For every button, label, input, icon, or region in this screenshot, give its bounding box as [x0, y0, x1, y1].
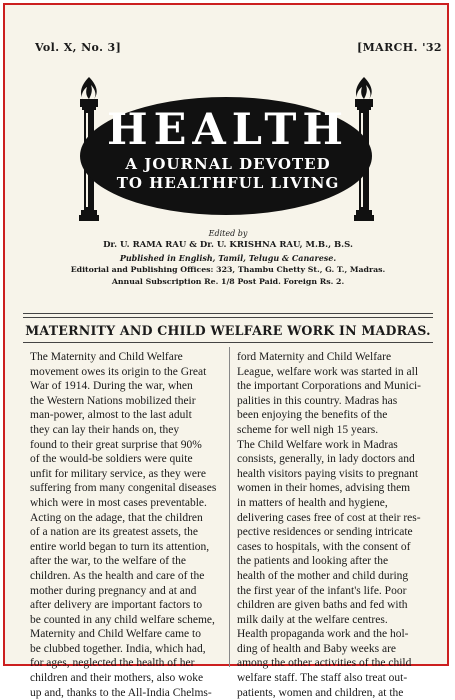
editors: Dr. U. RAMA RAU & Dr. U. KRISHNA RAU, M.B., B.S.: [103, 240, 353, 250]
subscription-info: Annual Subscription Re. 1/8 Post Paid. Foreign Rs. 2.: [111, 277, 345, 286]
article-line: movement owes its origin to the Great: [30, 365, 207, 378]
article-line: palities in this country. Madras has: [237, 394, 398, 407]
volume-number: Vol. X, No. 3]: [35, 41, 122, 54]
masthead: [5, 5, 451, 225]
article-line: ford Maternity and Child Welfare: [237, 351, 392, 363]
article-line: patients, women and children, at the: [237, 686, 404, 699]
article-line: man-power, almost to the last adult: [30, 409, 192, 422]
article-line: milk daily at the welfare centres.: [237, 613, 388, 626]
article-line: children and their mothers, also woke: [30, 672, 204, 685]
article-line: they can lay their hands on, they: [30, 423, 180, 436]
divider: [23, 342, 433, 343]
edited-by-label: Edited by: [208, 229, 248, 238]
article-line: scheme for well nigh 15 years.: [237, 423, 379, 436]
article-line: of the would-be soldiers were quite: [30, 453, 193, 466]
article-line: among the other activities of the child: [237, 657, 412, 670]
office-address: Editorial and Publishing Offices: 323, Thambu Chetty St., G. T., Madras.: [70, 265, 386, 274]
article-line: Maternity and Child Welfare came to: [30, 628, 201, 641]
article-line: welfare staff. The staff also treat out-: [237, 672, 408, 685]
journal-title: HEALTH: [106, 105, 350, 155]
article-line: the patients and looking after the: [237, 555, 389, 568]
article-line: been enjoying the benefits of the: [237, 409, 388, 422]
article-line: the Western Nations mobilized their: [30, 394, 196, 407]
divider: [23, 317, 433, 318]
article-line: The Child Welfare work in Madras: [237, 438, 398, 451]
column-divider: [229, 347, 230, 667]
article-line: health of the mother and child during: [237, 569, 409, 582]
article-line: found to their great surprise that 90%: [30, 438, 202, 451]
article-line: suffering from many congenital diseases: [30, 482, 217, 495]
article-line: entire world began to turn its attention,: [30, 540, 210, 553]
article-line: Health propaganda work and the hol-: [237, 628, 409, 641]
article-line: the first year of the infant's life. Poor: [237, 584, 407, 597]
page-frame: [3, 3, 449, 699]
article-line: which were in most cases preventable.: [30, 496, 207, 509]
article-line: for ages, neglected the health of her: [30, 657, 195, 670]
article-line: delivering cases free of cost at their res-: [237, 511, 421, 524]
languages-note: Published in English, Tamil, Telugu & Canarese.: [119, 253, 337, 263]
article-line: after delivery are important factors to: [30, 599, 203, 612]
article-headline: MATERNITY AND CHILD WELFARE WORK IN MADRAS.: [25, 323, 431, 338]
journal-subtitle: A JOURNAL DEVOTED: [125, 155, 331, 173]
article-line: cases to hospitals, with the consent of: [237, 540, 411, 553]
journal-subtitle: TO HEALTHFUL LIVING: [116, 174, 340, 192]
article-column-left: [30, 350, 222, 700]
article-line: mother during pregnancy and at and: [30, 584, 197, 597]
article-line: the important Corporations and Munici-: [237, 380, 421, 393]
article-line: women in their homes, advising them: [237, 482, 411, 495]
article-line: consists, generally, in lady doctors and: [237, 453, 415, 466]
article-line: War of 1914. During the war, when: [30, 380, 193, 393]
article-line: in matters of health and hygiene,: [237, 496, 388, 509]
article-line: unfit for military service, as they were: [30, 467, 206, 480]
article-line: after the war, to the welfare of the: [30, 555, 186, 568]
article-line: pective residences or sending intricate: [237, 526, 413, 539]
article-line: children are given baths and fed with: [237, 599, 408, 612]
article-line: up and, thanks to the All-India Chelms-: [30, 686, 212, 699]
article-line: children. As the health and care of the: [30, 569, 205, 582]
article-line: of a nation are its greatest assets, the: [30, 526, 198, 539]
divider: [23, 313, 433, 314]
article-line: ding of health and Baby weeks are: [237, 642, 397, 655]
article-line: be counted in any child welfare scheme,: [30, 613, 215, 626]
issue-date: [MARCH. '32: [357, 41, 442, 54]
article-line: The Maternity and Child Welfare: [30, 351, 183, 363]
article-line: Acting on the adage, that the children: [30, 511, 203, 524]
article-line: League, welfare work was started in all: [237, 365, 419, 378]
article-line: health visitors paying visits to pregnant: [237, 467, 419, 480]
article-column-right: [237, 350, 433, 700]
article-line: be clubbed together. India, which had,: [30, 642, 206, 655]
